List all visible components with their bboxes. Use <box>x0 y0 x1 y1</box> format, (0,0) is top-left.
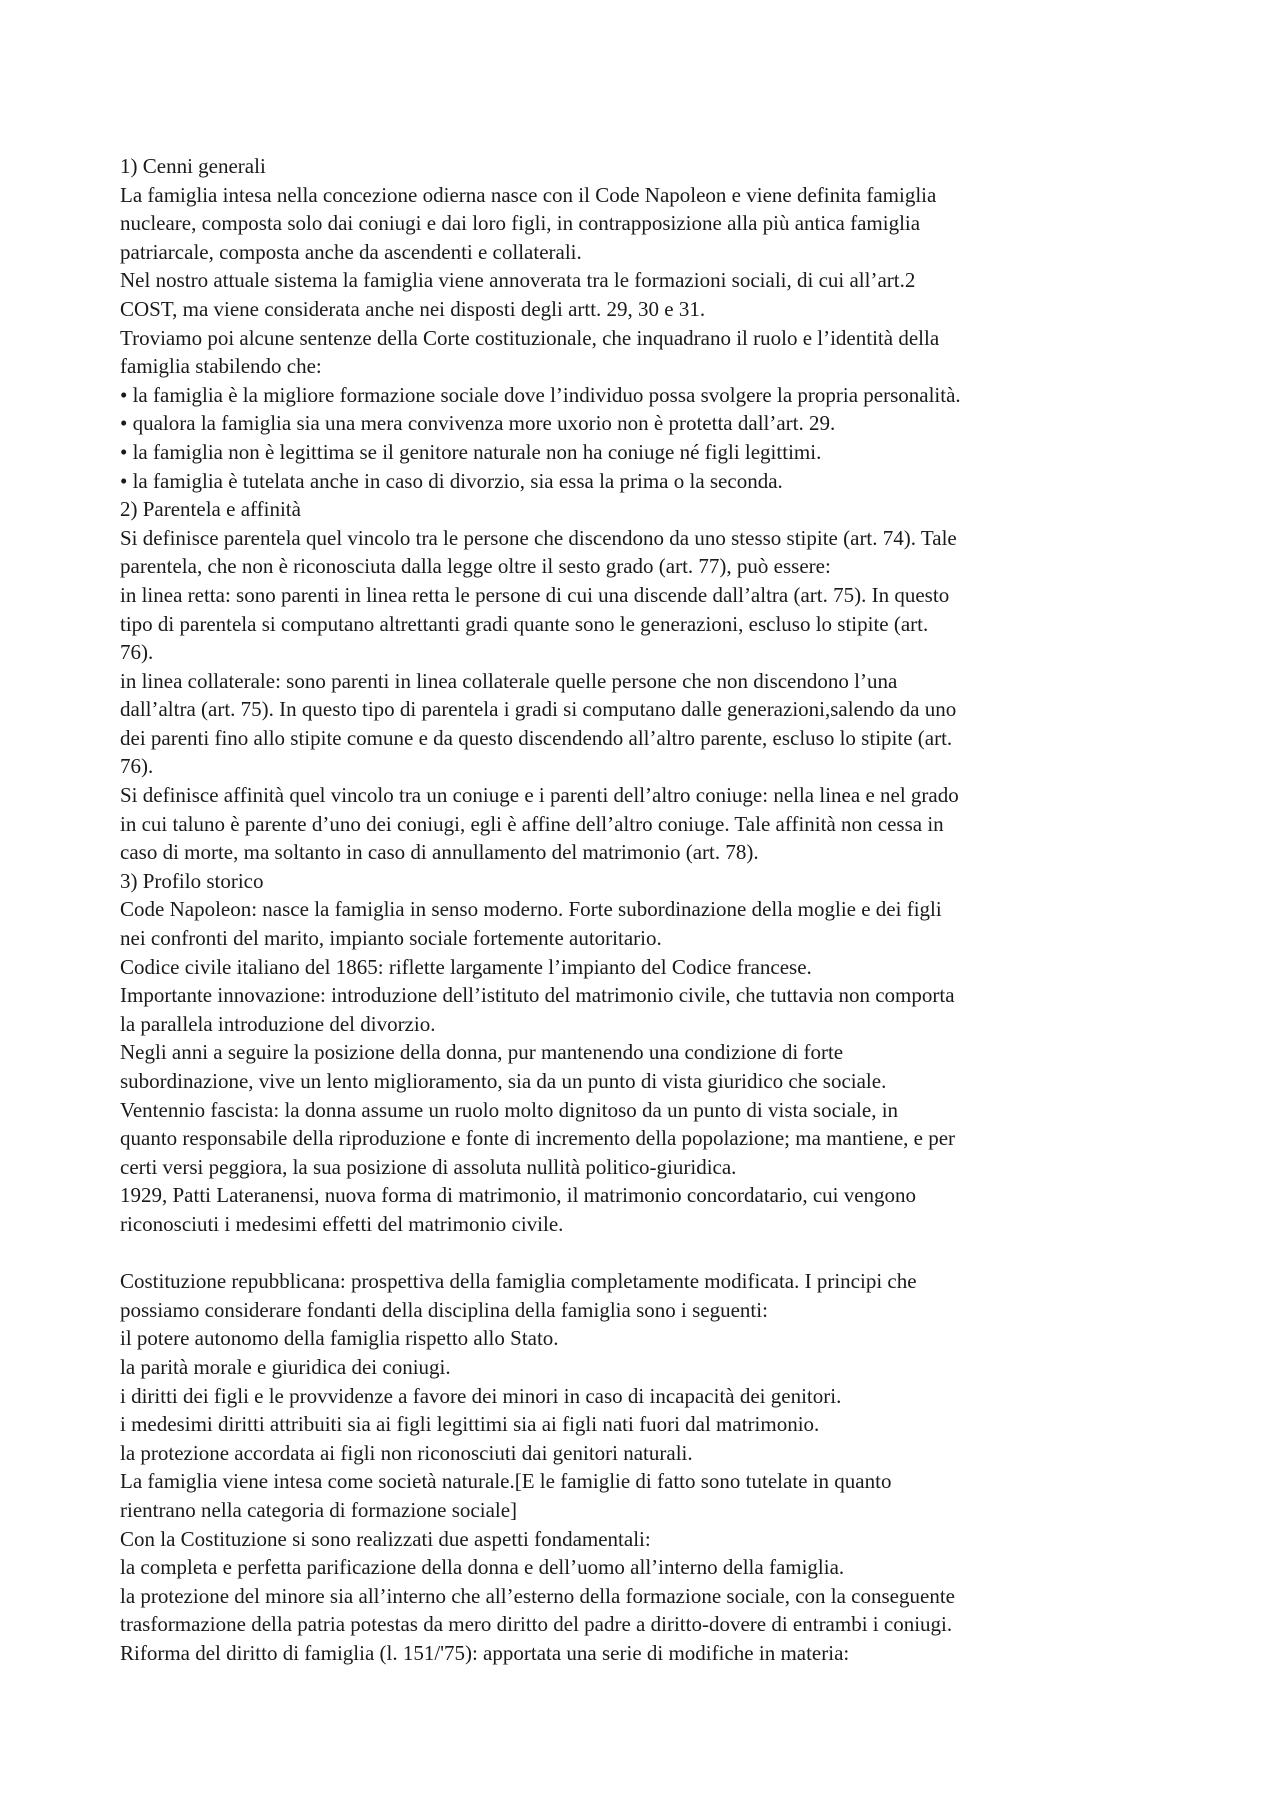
bullet-item: • qualora la famiglia sia una mera convivenza more uxorio non è protetta dall’art. 29. <box>120 411 836 436</box>
paragraph-line: in linea collaterale: sono parenti in linea collaterale quelle persone che non discendono l’una <box>120 668 898 693</box>
paragraph-line: Riforma del diritto di famiglia (l. 151/'75): apportata una serie di modifiche in materia: <box>120 1640 850 1665</box>
blank-line <box>120 1239 1170 1268</box>
paragraph-line: Si definisce affinità quel vincolo tra un coniuge e i parenti dell’altro coniuge: nella linea e nel grado <box>120 783 959 808</box>
paragraph-line: nei confronti del marito, impianto sociale fortemente autoritario. <box>120 926 662 951</box>
paragraph-line: COST, ma viene considerata anche nei disposti degli artt. 29, 30 e 31. <box>120 296 706 321</box>
paragraph-line: caso di morte, ma soltanto in caso di annullamento del matrimonio (art. 78). <box>120 840 759 865</box>
paragraph-line: Costituzione repubblicana: prospettiva della famiglia completamente modificata. I principi che <box>120 1269 917 1294</box>
paragraph-line: possiamo considerare fondanti della disciplina della famiglia sono i seguenti: <box>120 1297 768 1322</box>
section-heading-profilo-storico: 3) Profilo storico <box>120 868 264 893</box>
list-item: la protezione accordata ai figli non riconosciuti dai genitori naturali. <box>120 1440 693 1465</box>
paragraph-line: Negli anni a seguire la posizione della donna, pur mantenendo una condizione di forte <box>120 1040 844 1065</box>
paragraph-line: famiglia stabilendo che: <box>120 354 322 379</box>
paragraph-line: Troviamo poi alcune sentenze della Corte costituzionale, che inquadrano il ruolo e l’identità della <box>120 325 940 350</box>
list-item: i diritti dei figli e le provvidenze a favore dei minori in caso di incapacità dei genitori. <box>120 1383 842 1408</box>
list-item: la parità morale e giuridica dei coniugi. <box>120 1354 451 1379</box>
paragraph-line: dall’altra (art. 75). In questo tipo di parentela i gradi si computano dalle generazioni,salendo da uno <box>120 697 957 722</box>
paragraph-line: nucleare, composta solo dai coniugi e dai loro figli, in contrapposizione alla più antica famiglia <box>120 211 921 236</box>
list-item: trasformazione della patria potestas da mero diritto del padre a diritto-dovere di entrambi i coniugi. <box>120 1612 953 1637</box>
paragraph-line: tipo di parentela si computano altrettanti gradi quante sono le generazioni, escluso lo stipite (art. <box>120 611 929 636</box>
bullet-item: • la famiglia è la migliore formazione sociale dove l’individuo possa svolgere la propria personalità. <box>120 382 961 407</box>
paragraph-line: patriarcale, composta anche da ascendenti e collaterali. <box>120 239 582 264</box>
paragraph-line: Si definisce parentela quel vincolo tra le persone che discendono da uno stesso stipite (art. 74). Tale <box>120 525 957 550</box>
paragraph-line: La famiglia viene intesa come società naturale.[E le famiglie di fatto sono tutelate in quanto <box>120 1469 892 1494</box>
list-item: i medesimi diritti attribuiti sia ai figli legittimi sia ai figli nati fuori dal matrimonio. <box>120 1412 820 1437</box>
paragraph-line: in linea retta: sono parenti in linea retta le persone di cui una discende dall’altra (art. 75). In questo <box>120 582 950 607</box>
paragraph-line: La famiglia intesa nella concezione odierna nasce con il Code Napoleon e viene definita famiglia <box>120 182 937 207</box>
paragraph-line: 1929, Patti Lateranensi, nuova forma di matrimonio, il matrimonio concordatario, cui vengono <box>120 1183 917 1208</box>
paragraph-line: 76). <box>120 640 154 665</box>
section-heading-cenni-generali: 1) Cenni generali <box>120 154 266 178</box>
bullet-item: • la famiglia è tutelata anche in caso di divorzio, sia essa la prima o la seconda. <box>120 468 783 493</box>
paragraph-line: Codice civile italiano del 1865: riflette largamente l’impianto del Codice francese. <box>120 954 812 979</box>
paragraph-line: Nel nostro attuale sistema la famiglia viene annoverata tra le formazioni sociali, di cui all’art.2 <box>120 268 916 293</box>
paragraph-line: riconosciuti i medesimi effetti del matrimonio civile. <box>120 1211 564 1236</box>
paragraph-line: rientrano nella categoria di formazione sociale] <box>120 1497 518 1522</box>
section-heading-parentela: 2) Parentela e affinità <box>120 497 301 522</box>
list-item: la completa e perfetta parificazione della donna e dell’uomo all’interno della famiglia. <box>120 1555 845 1580</box>
paragraph-line: Code Napoleon: nasce la famiglia in senso moderno. Forte subordinazione della moglie e dei figli <box>120 897 942 922</box>
bullet-item: • la famiglia non è legittima se il genitore naturale non ha coniuge né figli legittimi. <box>120 439 822 464</box>
paragraph-line: dei parenti fino allo stipite comune e da questo discendendo all’altro parente, escluso lo stipite (art. <box>120 725 953 750</box>
paragraph-line: Importante innovazione: introduzione dell’istituto del matrimonio civile, che tuttavia non comporta <box>120 983 955 1008</box>
paragraph-line: la parallela introduzione del divorzio. <box>120 1011 436 1036</box>
document-body <box>120 152 1170 1667</box>
paragraph-line: quanto responsabile della riproduzione e fonte di incremento della popolazione; ma mantiene, e per <box>120 1126 956 1151</box>
paragraph-line: Ventennio fascista: la donna assume un ruolo molto dignitoso da un punto di vista sociale, in <box>120 1097 899 1122</box>
paragraph-line: in cui taluno è parente d’uno dei coniugi, egli è affine dell’altro coniuge. Tale affinità non cessa in <box>120 811 944 836</box>
paragraph-line: Con la Costituzione si sono realizzati due aspetti fondamentali: <box>120 1526 651 1551</box>
paragraph-line: subordinazione, vive un lento miglioramento, sia da un punto di vista giuridico che sociale. <box>120 1069 887 1093</box>
paragraph-line: parentela, che non è riconosciuta dalla legge oltre il sesto grado (art. 77), può essere: <box>120 554 831 579</box>
list-item: la protezione del minore sia all’interno che all’esterno della formazione sociale, con la conseguente <box>120 1583 955 1608</box>
paragraph-line: 76). <box>120 754 154 779</box>
paragraph-line: certi versi peggiora, la sua posizione di assoluta nullità politico-giuridica. <box>120 1154 737 1179</box>
list-item: il potere autonomo della famiglia rispetto allo Stato. <box>120 1326 559 1351</box>
